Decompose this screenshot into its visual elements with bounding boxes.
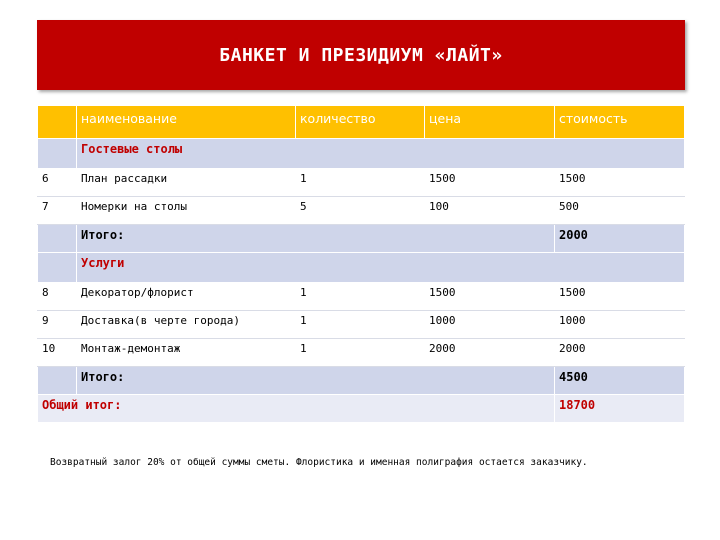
- cell-name: Монтаж-демонтаж: [77, 339, 296, 367]
- deposit-note: Возвратный залог 20% от общей суммы сметы. Флористика и именная полиграфия остается заказчику.: [50, 457, 588, 468]
- cell-qty: 1: [296, 339, 425, 367]
- cell-price: 1500: [425, 169, 555, 197]
- grand-total-row: [38, 395, 685, 423]
- title-banner: [37, 20, 685, 90]
- subtotal-row: [38, 225, 685, 253]
- cell-cost: 500: [555, 197, 685, 225]
- cell-price: 1500: [425, 283, 555, 311]
- cell-cost: 2000: [555, 339, 685, 367]
- cell-price: 1000: [425, 311, 555, 339]
- header-price: цена: [425, 106, 555, 139]
- cell-cost: 1500: [555, 283, 685, 311]
- table-row: [38, 339, 685, 367]
- subtotal-label: Итого:: [77, 225, 555, 253]
- cell-price: 100: [425, 197, 555, 225]
- table-row: [38, 283, 685, 311]
- cell-name: Доставка(в черте города): [77, 311, 296, 339]
- cell-name: Декоратор/флорист: [77, 283, 296, 311]
- subtotal-value: 2000: [555, 225, 685, 253]
- estimate-table: [37, 105, 685, 423]
- cell-num: 6: [38, 169, 77, 197]
- section-row-guest-tables: [38, 139, 685, 169]
- header-cost: стоимость: [555, 106, 685, 139]
- cell-num: 8: [38, 283, 77, 311]
- table-row: [38, 197, 685, 225]
- cell-price: 2000: [425, 339, 555, 367]
- table-header-row: [38, 106, 685, 139]
- section-label: Услуги: [77, 253, 685, 283]
- page-title: БАНКЕТ И ПРЕЗИДИУМ «ЛАЙТ»: [219, 44, 503, 66]
- header-name: наименование: [77, 106, 296, 139]
- grand-total-value: 18700: [555, 395, 685, 423]
- cell-name: План рассадки: [77, 169, 296, 197]
- subtotal-value: 4500: [555, 367, 685, 395]
- cell-qty: 5: [296, 197, 425, 225]
- subtotal-label: Итого:: [77, 367, 555, 395]
- table-row: [38, 311, 685, 339]
- cell-num: 7: [38, 197, 77, 225]
- cell-qty: 1: [296, 311, 425, 339]
- cell-cost: 1000: [555, 311, 685, 339]
- subtotal-row: [38, 367, 685, 395]
- table-row: [38, 169, 685, 197]
- cell-qty: 1: [296, 283, 425, 311]
- cell-num: 10: [38, 339, 77, 367]
- cell-cost: 1500: [555, 169, 685, 197]
- header-num: [38, 106, 77, 139]
- section-label: Гостевые столы: [77, 139, 685, 169]
- cell-qty: 1: [296, 169, 425, 197]
- cell-name: Номерки на столы: [77, 197, 296, 225]
- grand-total-label: Общий итог:: [38, 395, 555, 423]
- header-qty: количество: [296, 106, 425, 139]
- cell-num: 9: [38, 311, 77, 339]
- section-row-services: [38, 253, 685, 283]
